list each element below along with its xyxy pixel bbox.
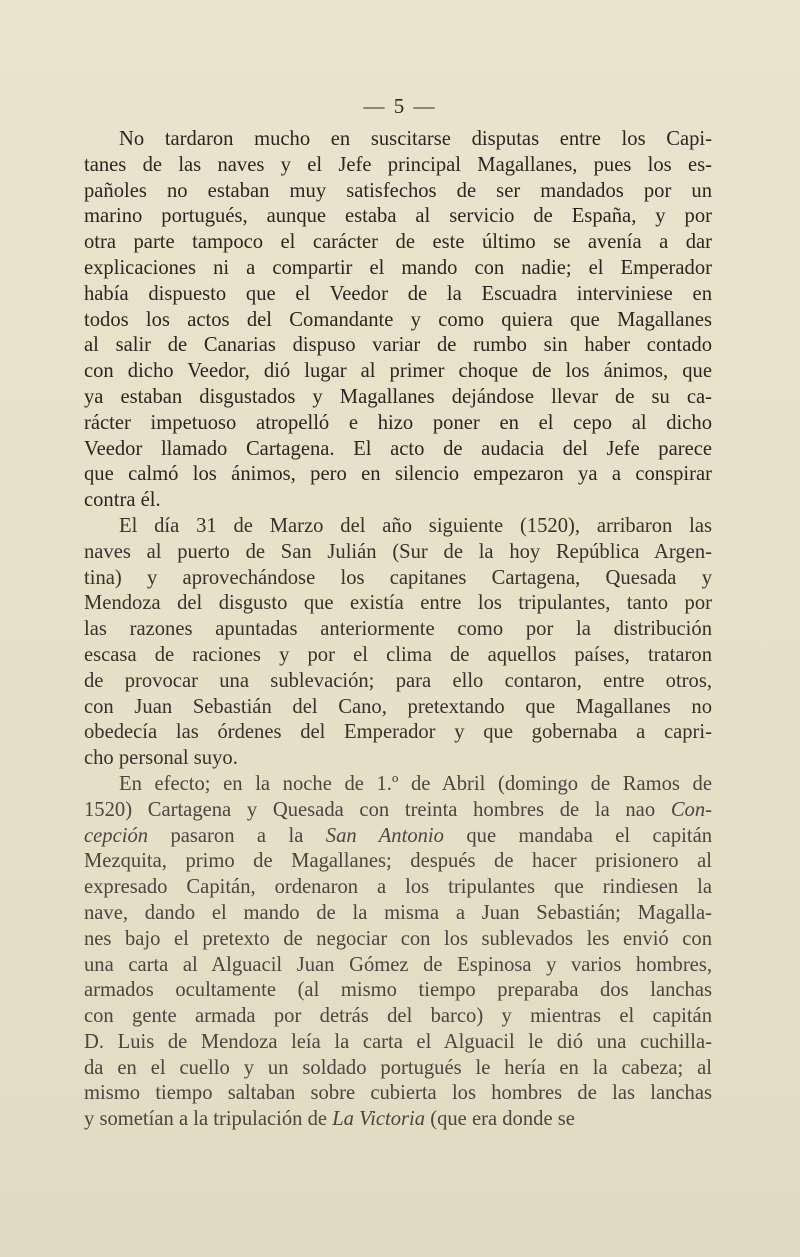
body-text — [84, 127, 712, 1133]
text-line: ya estaban disgustados y Magallanes dejándose llevar de su ca- — [84, 385, 712, 408]
text-line: da en el cuello y un soldado portugués le hería en la cabeza; al — [84, 1056, 712, 1079]
page-number: — 5 — — [363, 94, 437, 118]
text-line: otra parte tampoco el carácter de este último se avenía a dar — [84, 231, 712, 254]
text-line: todos los actos del Comandante y como quiera que Magallanes — [84, 308, 712, 331]
text-line: 1520) Cartagena y Quesada con treinta hombres de la nao Con- — [84, 798, 712, 821]
paragraph — [84, 127, 712, 514]
text-line: con gente armada por detrás del barco) y mientras el capitán — [84, 1005, 712, 1028]
text-line: D. Luis de Mendoza leía la carta el Alguacil le dió una cuchilla- — [84, 1030, 712, 1053]
text-line: mismo tiempo saltaban sobre cubierta los hombres de las lanchas — [84, 1082, 712, 1105]
text-line: rácter impetuoso atropelló e hizo poner en el cepo al dicho — [84, 411, 712, 434]
text-line: No tardaron mucho en suscitarse disputas entre los Capi- — [119, 128, 712, 150]
text-line: de provocar una sublevación; para ello contaron, entre otros, — [84, 669, 712, 692]
text-line: naves al puerto de San Julián (Sur de la hoy República Argen- — [84, 540, 712, 563]
text-line: las razones apuntadas anteriormente como por la distribución — [84, 618, 712, 641]
text-line: Mezquita, primo de Magallanes; después de hacer prisionero al — [84, 850, 712, 873]
text-line: había dispuesto que el Veedor de la Escuadra interviniese en — [84, 282, 712, 305]
text-line: contra él. — [84, 489, 161, 512]
text-line: y sometían a la tripulación de La Victoria (que era donde se — [84, 1108, 575, 1131]
text-line: pañoles no estaban muy satisfechos de ser mandados por un — [84, 179, 712, 202]
text-line: Veedor llamado Cartagena. El acto de audacia del Jefe parece — [84, 437, 712, 460]
text-line: marino portugués, aunque estaba al servicio de España, y por — [84, 205, 712, 228]
text-line: tina) y aprovechándose los capitanes Cartagena, Quesada y — [84, 566, 712, 589]
text-line: al salir de Canarias dispuso variar de rumbo sin haber contado — [84, 334, 712, 357]
text-line: tanes de las naves y el Jefe principal Magallanes, pues los es- — [84, 153, 712, 176]
text-line: nes bajo el pretexto de negociar con los sublevados les envió con — [84, 927, 712, 950]
text-line: con Juan Sebastián del Cano, pretextando que Magallanes no — [84, 695, 712, 718]
text-line: cepción pasaron a la San Antonio que mandaba el capitán — [84, 824, 712, 847]
text-line: cho personal suyo. — [84, 747, 238, 770]
text-line: explicaciones ni a compartir el mando con nadie; el Emperador — [84, 256, 712, 279]
text-line: Mendoza del disgusto que existía entre los tripulantes, tanto por — [84, 592, 712, 615]
text-line: obedecía las órdenes del Emperador y que gobernaba a capri- — [84, 721, 712, 744]
text-line: nave, dando el mando de la misma a Juan Sebastián; Magalla- — [84, 901, 712, 924]
text-line: escasa de raciones y por el clima de aquellos países, trataron — [84, 643, 712, 666]
text-line: expresado Capitán, ordenaron a los tripulantes que rindiesen la — [84, 876, 712, 899]
text-line: que calmó los ánimos, pero en silencio empezaron ya a conspirar — [84, 463, 712, 486]
text-line: una carta al Alguacil Juan Gómez de Espinosa y varios hombres, — [84, 953, 712, 976]
text-line: con dicho Veedor, dió lugar al primer choque de los ánimos, que — [84, 360, 712, 383]
text-line: El día 31 de Marzo del año siguiente (1520), arribaron las — [119, 514, 712, 537]
paragraph — [84, 514, 712, 772]
paragraph — [84, 772, 712, 1133]
text-line: En efecto; en la noche de 1.º de Abril (domingo de Ramos de — [119, 772, 712, 795]
text-line: armados ocultamente (al mismo tiempo preparaba dos lanchas — [84, 979, 712, 1002]
